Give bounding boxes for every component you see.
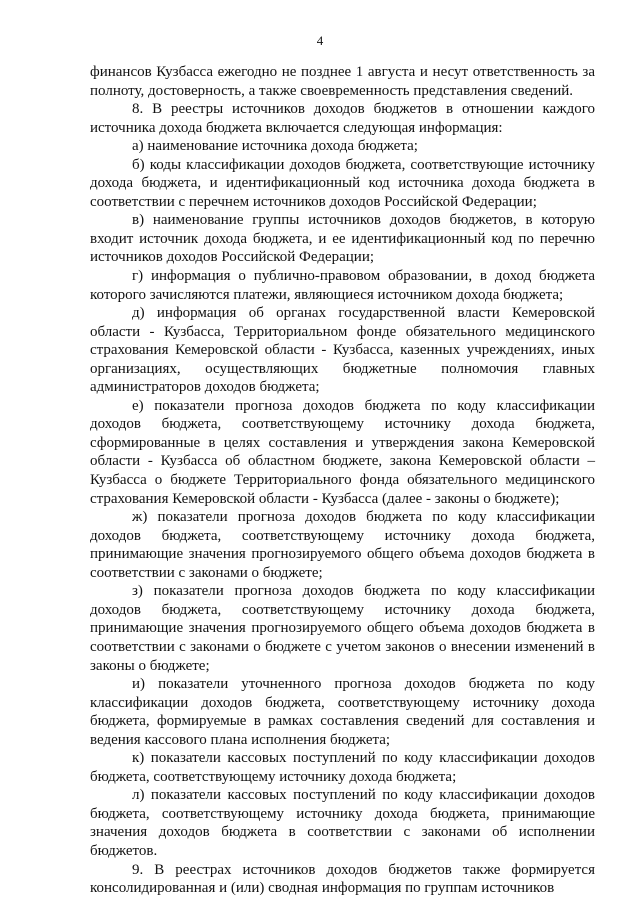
paragraph-subitem-a: а) наименование источника дохода бюджета; bbox=[132, 138, 418, 155]
paragraph-item-8: 8. В реестры источников доходов бюджетов в отношении каждого источника дохода бюджета включается следующая информация: bbox=[90, 101, 595, 136]
paragraph-subitem-v: в) наименование группы источников доходов бюджетов, в которую входит источник дохода бюджета, и ее идентификационный код по перечню источников доходов Российской Федерации; bbox=[90, 212, 595, 266]
paragraph-subitem-k: к) показатели кассовых поступлений по коду классификации доходов бюджета, соответствующему источнику дохода бюджета; bbox=[90, 750, 595, 785]
paragraph-subitem-b: б) коды классификации доходов бюджета, соответствующие источнику дохода бюджета, и идентификационный код источника дохода бюджета в соответствии с перечнем источников доходов Российской Федерации; bbox=[90, 156, 595, 210]
paragraph-subitem-zh: ж) показатели прогноза доходов бюджета по коду классификации доходов бюджета, соответствующему источнику дохода бюджета, принимающие значения прогнозируемого общего объема доходов бюджета в соответствии с законами о бюджете; bbox=[90, 509, 595, 581]
paragraph-subitem-d: д) информация об органах государственной власти Кемеровской области - Кузбасса, Территориальном фонде обязательного медицинского страхования Кемеровской области - Кузбасса, казенных учреждениях, иных организациях, осуществляющих бюджетные полномочия главных администраторов доходов бюджета; bbox=[90, 305, 595, 396]
paragraph-subitem-e: е) показатели прогноза доходов бюджета по коду классификации доходов бюджета, соответствующему источнику дохода бюджета, сформированные в целях составления и утверждения закона Кемеровской области - Кузбасса об областном бюджете, закона Кемеровской области – Кузбасса о бюджете Территориального фонда обязательного медицинского страхования Кемеровской области - Кузбасса (далее - законы о бюджете); bbox=[90, 397, 595, 507]
paragraph-subitem-i: и) показатели уточненного прогноза доходов бюджета по коду классификации доходов бюджета, соответствующему источнику дохода бюджета, формируемые в рамках составления сведений для составления и ведения кассового плана исполнения бюджета; bbox=[90, 676, 595, 748]
paragraph-subitem-l: л) показатели кассовых поступлений по коду классификации доходов бюджета, соответствующему источнику дохода бюджета, принимающие значения доходов бюджета в соответствии с законами об исполнении бюджетов. bbox=[90, 787, 595, 859]
page-number: 4 bbox=[316, 33, 324, 48]
paragraph-item-9: 9. В реестрах источников доходов бюджетов также формируется консолидированная и (или) сводная информация по группам источников bbox=[90, 861, 595, 897]
document-body bbox=[90, 63, 595, 898]
paragraph-subitem-g: г) информация о публично-правовом образовании, в доход бюджета которого зачисляются платежи, являющиеся источником дохода бюджета; bbox=[90, 268, 595, 303]
paragraph-subitem-z: з) показатели прогноза доходов бюджета по коду классификации доходов бюджета, соответствующему источнику дохода бюджета, принимающие значения прогнозируемого общего объема доходов бюджета в соответствии с законами о бюджете с учетом законов о внесении изменений в законы о бюджете; bbox=[90, 583, 595, 674]
paragraph-continuation: финансов Кузбасса ежегодно не позднее 1 августа и несут ответственность за полноту, достоверность, а также своевременность представления сведений. bbox=[90, 64, 595, 99]
